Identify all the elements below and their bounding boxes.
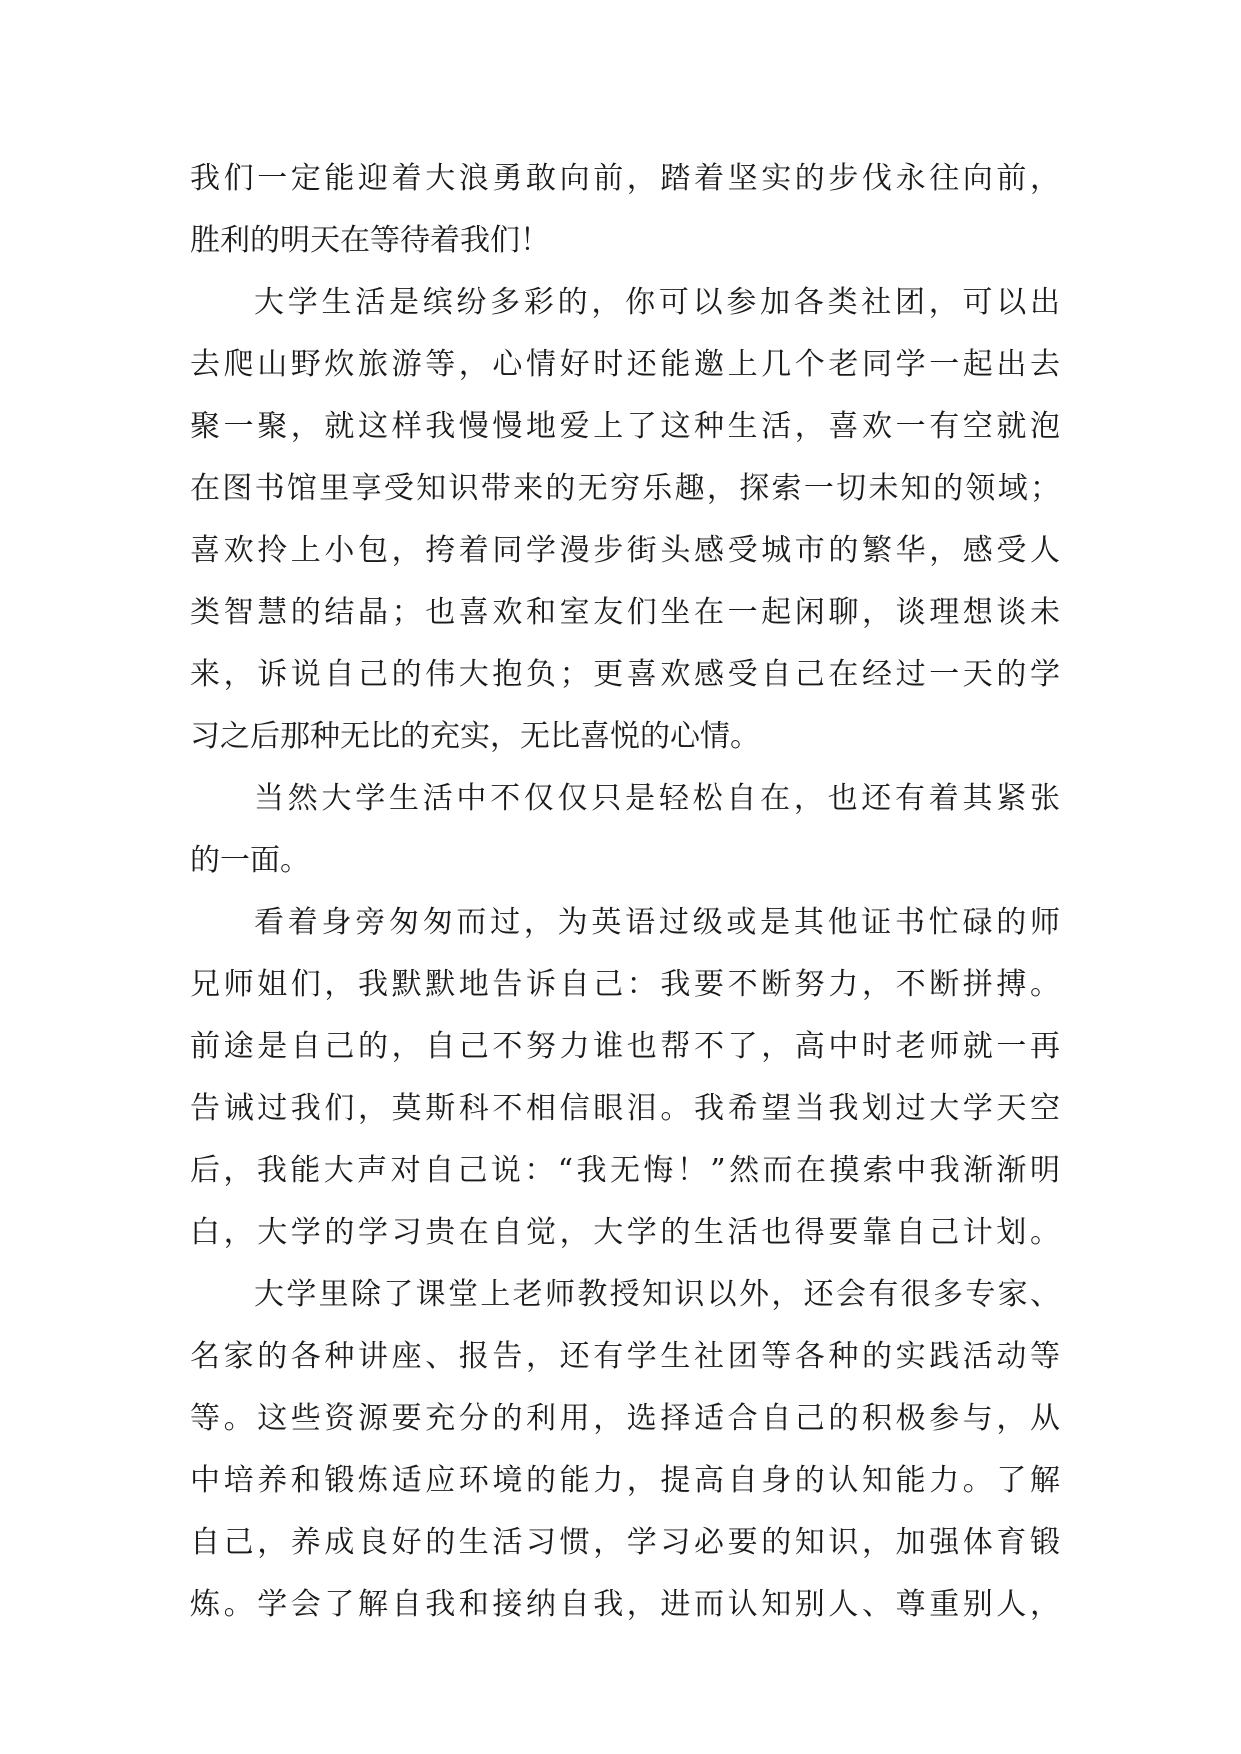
paragraph-line: 当然大学生活中不仅仅只是轻松自在，也还有着其紧张 xyxy=(254,781,1060,816)
paragraph-line: 告诫过我们，莫斯科不相信眼泪。我希望当我划过大学天空 xyxy=(190,1091,1060,1126)
paragraph-line: 大学生活是缤纷多彩的，你可以参加各类社团，可以出 xyxy=(254,285,1060,320)
paragraph-line: 自己，养成良好的生活习惯，学习必要的知识，加强体育锻 xyxy=(190,1525,1060,1560)
paragraph-line: 的一面。 xyxy=(190,843,310,878)
paragraph-line: 来，诉说自己的伟大抱负；更喜欢感受自己在经过一天的学 xyxy=(190,657,1060,692)
paragraph-3 xyxy=(190,768,1060,892)
paragraph-line: 兄师姐们，我默默地告诉自己：我要不断努力，不断拼搏。 xyxy=(190,967,1060,1002)
paragraph-line: 去爬山野炊旅游等，心情好时还能邀上几个老同学一起出去 xyxy=(190,347,1060,382)
paragraph-line: 等。这些资源要充分的利用，选择适合自己的积极参与，从 xyxy=(190,1401,1060,1436)
paragraph-line: 类智慧的结晶；也喜欢和室友们坐在一起闲聊，谈理想谈未 xyxy=(190,595,1060,630)
paragraph-line: 喜欢拎上小包，挎着同学漫步街头感受城市的繁华，感受人 xyxy=(190,533,1060,568)
paragraph-line: 看着身旁匆匆而过，为英语过级或是其他证书忙碌的师 xyxy=(254,905,1060,940)
paragraph-line: 聚一聚，就这样我慢慢地爱上了这种生活，喜欢一有空就泡 xyxy=(190,409,1060,444)
paragraph-line: 炼。学会了解自我和接纳自我，进而认知别人、尊重别人， xyxy=(190,1587,1060,1622)
paragraph-2 xyxy=(190,272,1060,768)
paragraph-line: 大学里除了课堂上老师教授知识以外，还会有很多专家、 xyxy=(254,1277,1060,1312)
paragraph-line: 习之后那种无比的充实，无比喜悦的心情。 xyxy=(190,719,760,754)
paragraph-line: 后，我能大声对自己说：“我无悔！”然而在摸索中我渐渐明 xyxy=(190,1153,1060,1188)
paragraph-line: 前途是自己的，自己不努力谁也帮不了，高中时老师就一再 xyxy=(190,1029,1060,1064)
paragraph-line: 我们一定能迎着大浪勇敢向前，踏着坚实的步伐永往向前， xyxy=(190,161,1060,196)
paragraph-line: 名家的各种讲座、报告，还有学生社团等各种的实践活动等 xyxy=(190,1339,1060,1374)
paragraph-line: 中培养和锻炼适应环境的能力，提高自身的认知能力。了解 xyxy=(190,1463,1060,1498)
paragraph-1 xyxy=(190,148,1060,272)
paragraph-line: 白，大学的学习贵在自觉，大学的生活也得要靠自己计划。 xyxy=(190,1215,1060,1250)
document-body xyxy=(190,148,1060,1636)
paragraph-line: 胜利的明天在等待着我们！ xyxy=(190,223,550,258)
paragraph-4 xyxy=(190,892,1060,1264)
paragraph-line: 在图书馆里享受知识带来的无穷乐趣，探索一切未知的领域； xyxy=(190,471,1060,506)
paragraph-5 xyxy=(190,1264,1060,1636)
